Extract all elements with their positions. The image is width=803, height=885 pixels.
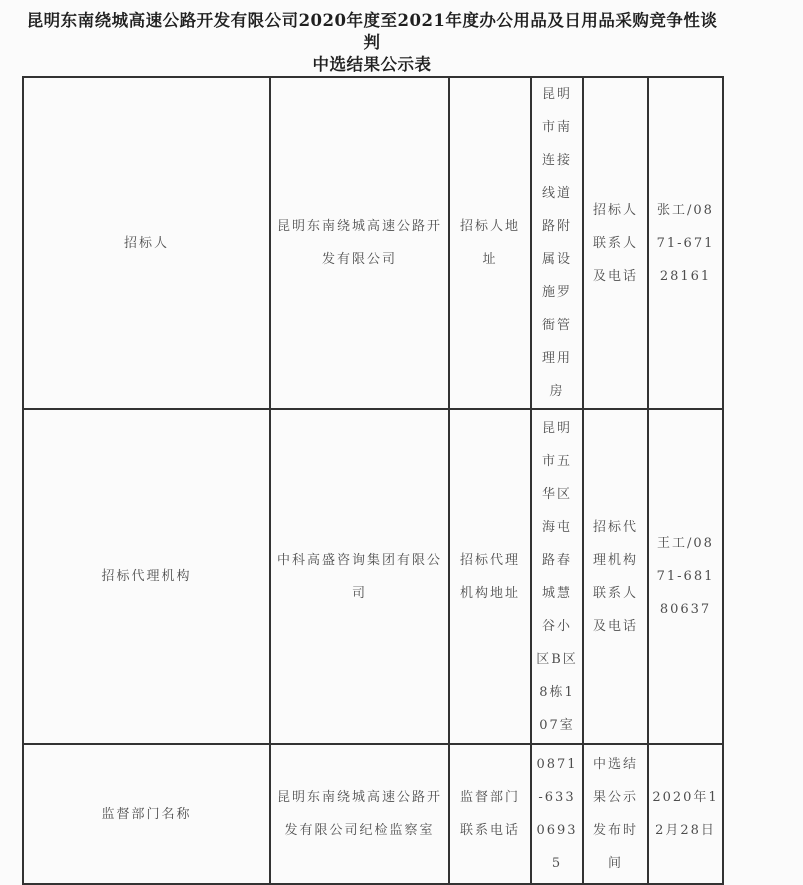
- table-row-bidder: [23, 77, 723, 409]
- table-row-agency: [23, 409, 723, 744]
- agency-label-cell: 招标代理机构: [23, 409, 270, 744]
- publish-time-label-cell: 中选结果公示发布时间: [583, 744, 648, 884]
- agency-contact-cell: 王工/0871-68180637: [648, 409, 723, 744]
- bidder-name-cell: 昆明东南绕城高速公路开发有限公司: [270, 77, 449, 409]
- supervisor-phone-cell: 0871-63306935: [531, 744, 583, 884]
- page-title: [22, 0, 722, 76]
- bidder-address-cell: 昆明市南连接线道路附属设施罗衙管理用房: [531, 77, 583, 409]
- table-row-supervisor: [23, 744, 723, 884]
- page-title-line2: 中选结果公示表: [312, 55, 432, 74]
- publish-time-cell: 2020年12月28日: [648, 744, 723, 884]
- agency-contact-label-cell: 招标代理机构联系人及电话: [583, 409, 648, 744]
- page-title-line1: 昆明东南绕城高速公路开发有限公司2020年度至2021年度办公用品及日用品采购竞争性谈判: [26, 11, 718, 52]
- bidder-contact-label-cell: 招标人联系人及电话: [583, 77, 648, 409]
- bidder-contact-cell: 张工/0871-67128161: [648, 77, 723, 409]
- agency-name-cell: 中科高盛咨询集团有限公司: [270, 409, 449, 744]
- supervisor-phone-label-cell: 监督部门联系电话: [449, 744, 531, 884]
- agency-address-label-cell: 招标代理机构地址: [449, 409, 531, 744]
- agency-address-cell: 昆明市五华区海屯路春城慧谷小区B区8栋107室: [531, 409, 583, 744]
- results-table: [22, 76, 724, 885]
- supervisor-name-cell: 昆明东南绕城高速公路开发有限公司纪检监察室: [270, 744, 449, 884]
- bidder-label-cell: 招标人: [23, 77, 270, 409]
- bidder-address-label-cell: 招标人地址: [449, 77, 531, 409]
- supervisor-label-cell: 监督部门名称: [23, 744, 270, 884]
